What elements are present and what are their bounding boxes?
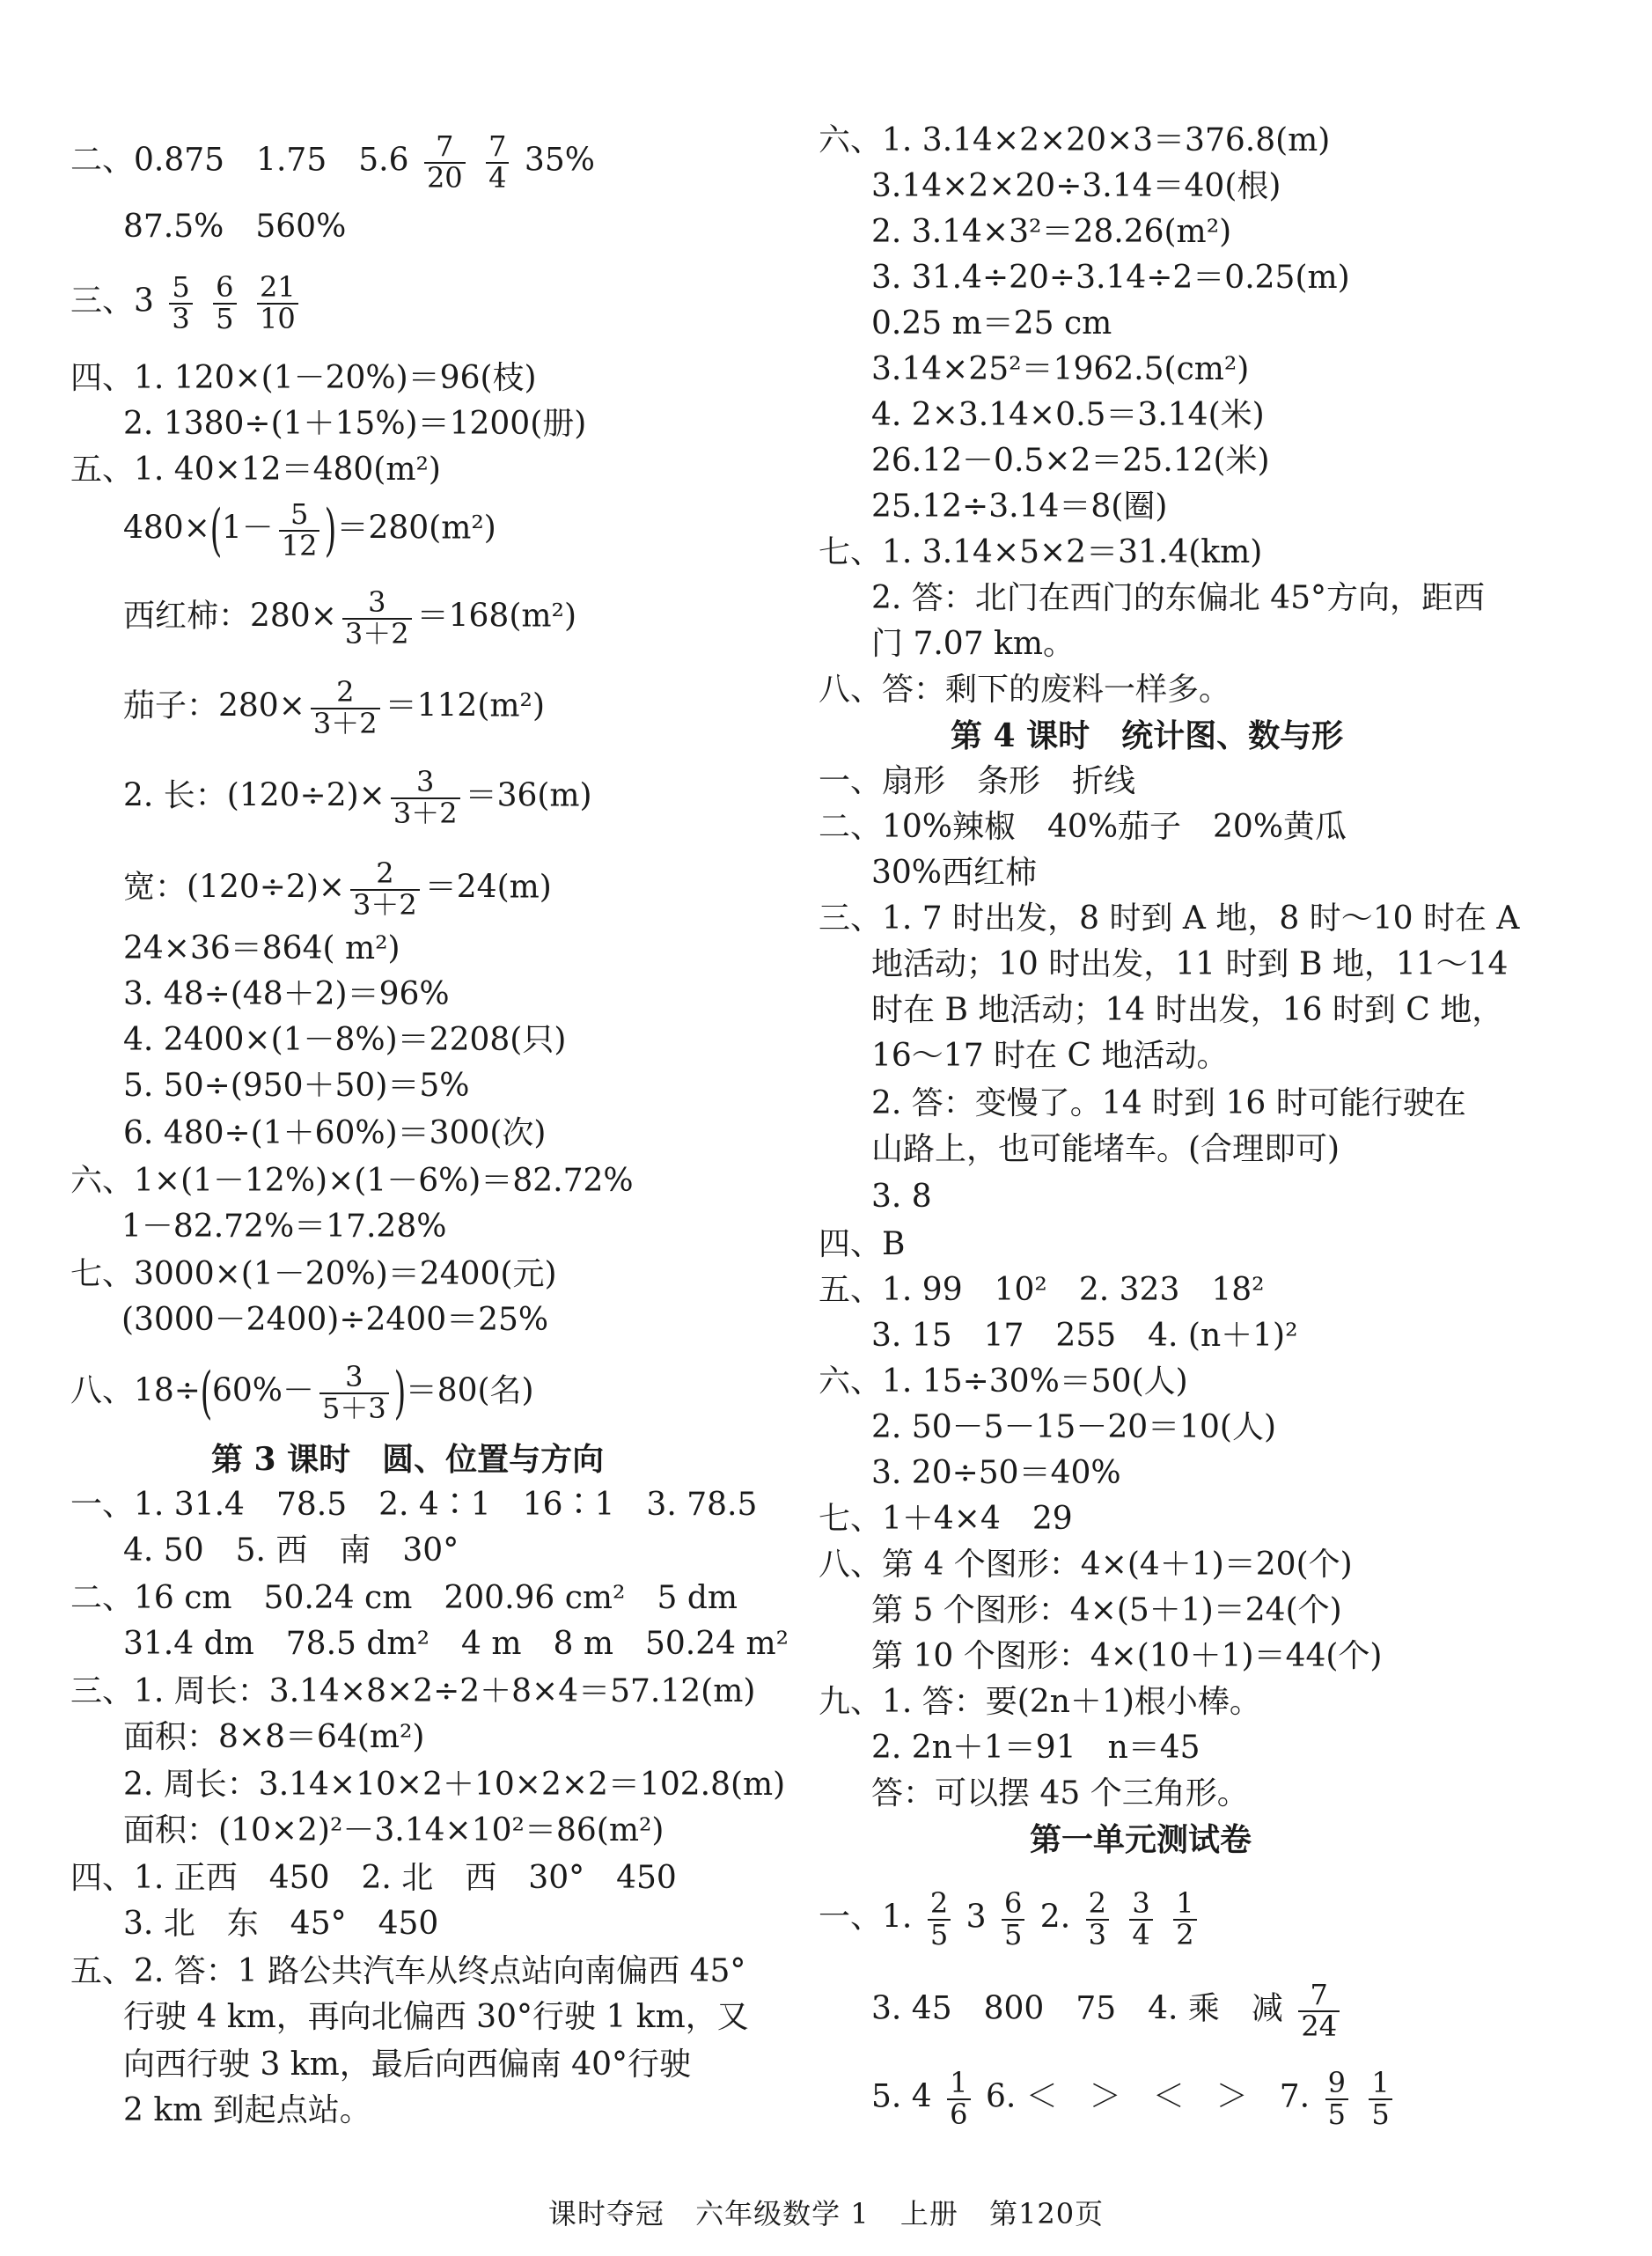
text: 二、0.875 1.75 5.6 [70,142,409,179]
numerator: 6 [1003,1886,1023,1920]
line: 4. 2×3.14×0.5＝3.14(米) [871,397,1265,433]
numerator: 1 [1176,1886,1194,1920]
line: 六、1. 3.14×2×20×3＝376.8(m) [819,122,1331,158]
line: 3. 8 [871,1179,932,1215]
numerator: 7 [488,129,507,163]
line: 4. 2400×(1－8%)＝2208(只) [123,1022,567,1058]
line: 五、2. 答：1 路公共汽车从终点站向南偏西 45° [70,1953,746,1989]
line: 4. 50 5. 西 南 30° [123,1532,459,1569]
line [70,270,304,335]
line: 2. 答：变慢了。14 时到 16 时可能行驶在 [871,1085,1466,1121]
text: 三、3 [70,283,154,320]
line: 八、第 4 个图形：4×(4＋1)＝20(个) [819,1547,1353,1583]
fraction [1129,1886,1152,1951]
fraction [279,497,320,562]
section-title: 第 3 课时 圆、位置与方向 [211,1441,605,1478]
line: 八、答：剩下的废料一样多。 [819,672,1231,708]
text: 2. [1039,1899,1071,1936]
line: 门 7.07 km。 [871,626,1075,662]
denominator: 5 [928,1919,951,1951]
left-column [70,0,810,2201]
numerator: 1 [950,2066,968,2099]
numerator: 2 [1088,1886,1106,1920]
numerator: 5 [290,497,309,531]
text: 八、18÷ [70,1372,201,1409]
denominator: 3 [1086,1919,1109,1951]
line [70,129,595,195]
line: 山路上，也可能堵车。(合理即可) [871,1131,1340,1167]
line: 地活动；10 时出发，11 时到 B 地，11～14 [871,946,1509,982]
line: (3000－2400)÷2400＝25% [121,1302,549,1338]
numerator: 5 [172,270,190,304]
numerator: 21 [259,270,296,304]
numerator: 2 [929,1886,949,1920]
numerator: 3 [416,765,435,798]
denominator: 2 [1173,1919,1196,1951]
denominator: 12 [279,530,320,562]
line: 2. 答：北门在西门的东偏北 45°方向，距西 [871,580,1486,616]
line: 87.5% 560% [123,209,347,245]
line: 0.25 m＝25 cm [871,305,1112,342]
numerator: 3 [345,1360,363,1393]
text: ＝80(名) [405,1372,534,1409]
denominator: 3＋2 [350,889,420,921]
line: 五、1. 40×12＝480(m²) [70,452,441,488]
fraction [1002,1886,1024,1951]
fraction [311,675,380,740]
line: 一、1. 31.4 78.5 2. 4∶1 16∶1 3. 78.5 [70,1487,758,1523]
fraction [1298,1980,1340,2041]
line: 九、1. 答：要(2n＋1)根小棒。 [819,1684,1261,1720]
line: 六、1×(1－12%)×(1－6%)＝82.72% [70,1163,634,1199]
denominator: 6 [947,2098,970,2130]
text: 3 [966,1899,987,1936]
line: 面积：(10×2)²－3.14×10²＝86(m²) [123,1812,664,1848]
numerator: 3 [368,585,386,619]
line: 四、1. 正西 450 2. 北 西 30° 450 [70,1860,677,1896]
line: 31.4 dm 78.5 dm² 4 m 8 m 50.24 m² [123,1626,789,1662]
fraction [1325,2066,1348,2131]
text: 1－ [221,510,274,547]
line: 3. 20÷50＝40% [871,1455,1121,1491]
fraction [257,270,298,335]
line: 四、B [819,1226,906,1262]
line: 26.12－0.5×2＝25.12(米) [871,443,1270,479]
text: 480× [123,510,210,547]
line: 2. 1380÷(1＋15%)＝1200(册) [123,406,587,442]
fraction [947,2066,970,2131]
paren-left: ( [200,1360,213,1426]
numerator: 7 [1310,1978,1328,2011]
denominator: 20 [424,162,466,194]
denominator: 5 [1369,2098,1391,2130]
section-title: 第一单元测试卷 [1030,1821,1252,1858]
text: ＝24(m) [424,869,552,906]
fraction [319,1360,389,1425]
grade-label: 六年级数学 1 [695,2197,870,2230]
line: 三、1. 7 时出发，8 时到 A 地，8 时～10 时在 A [819,900,1520,937]
text: ＝280(m²) [336,510,496,547]
fraction [1173,1886,1196,1951]
fraction [486,129,509,195]
line: 答：可以摆 45 个三角形。 [871,1775,1249,1811]
text: 一、1. [819,1899,913,1936]
page-footer [0,2192,1652,2232]
line: 25.12÷3.14＝8(圈) [871,489,1168,525]
line: 24×36＝864( m²) [123,930,400,966]
fraction [424,129,466,195]
denominator: 3＋2 [311,708,380,739]
denominator: 4 [1129,1919,1152,1951]
line [70,1360,534,1426]
denominator: 3＋2 [342,618,412,650]
line: 二、10%辣椒 40%茄子 20%黄瓜 [819,809,1347,845]
line: 时在 B 地活动；14 时出发，16 时到 C 地， [871,992,1504,1028]
denominator: 5 [213,303,236,334]
text: 3. 45 800 75 4. 乘 减 [871,1990,1283,2027]
line: 六、1. 15÷30%＝50(人) [819,1363,1188,1400]
text: 60%－ [211,1372,314,1409]
volume-label: 上册 [899,2197,958,2230]
paren-right: ) [393,1360,407,1426]
right-column [819,0,1558,2201]
line [123,765,592,830]
line: 二、16 cm 50.24 cm 200.96 cm² 5 dm [70,1580,738,1616]
line: 面积：8×8＝64(m²) [123,1719,425,1755]
text: 宽：(120÷2)× [123,869,346,906]
text: 5. 4 [871,2078,932,2115]
denominator: 3 [169,303,192,334]
line: 四、1. 120×(1－20%)＝96(枝) [70,360,537,396]
denominator: 10 [257,303,298,334]
line: 向西行驶 3 km，最后向西偏南 40°行驶 [123,2047,691,2083]
line: 三、1. 周长：3.14×8×2÷2＋8×4＝57.12(m) [70,1673,756,1709]
fraction [350,856,420,922]
denominator: 24 [1298,2010,1340,2042]
line: 5. 50÷(950＋50)＝5% [123,1068,470,1104]
fraction [342,585,412,650]
line: 16～17 时在 C 地活动。 [871,1038,1229,1074]
line: 3. 48÷(48＋2)＝96% [123,976,450,1012]
denominator: 5＋3 [319,1393,389,1424]
numerator: 2 [336,675,355,709]
fraction [213,270,236,335]
line: 行驶 4 km，再向北偏西 30°行驶 1 km，又 [123,1999,749,2035]
line: 七、1. 3.14×5×2＝31.4(km) [819,534,1263,570]
denominator: 3＋2 [391,797,460,829]
line: 3.14×2×20÷3.14＝40(根) [871,168,1281,204]
denominator: 4 [486,162,509,194]
text: ＝112(m²) [385,687,545,724]
text: 6. ＜ ＞ ＜ ＞ 7. [985,2078,1311,2115]
fraction [169,270,192,335]
line: 七、3000×(1－20%)＝2400(元) [70,1256,557,1292]
line [123,856,552,922]
fraction [1086,1886,1109,1951]
line: 第 5 个图形：4×(5＋1)＝24(个) [871,1592,1342,1628]
line: 一、扇形 条形 折线 [819,763,1136,799]
denominator: 5 [1002,1919,1024,1951]
paren-right: ) [325,497,337,563]
text: 茄子：280× [123,687,305,724]
section-title: 第 4 课时 统计图、数与形 [951,717,1344,754]
line: 1－82.72%＝17.28% [121,1209,447,1245]
line: 七、1＋4×4 29 [819,1501,1073,1537]
text: ＝168(m²) [416,598,576,635]
numerator: 3 [1132,1886,1150,1920]
numerator: 2 [376,856,394,890]
text: 2. 长：(120÷2)× [123,777,385,814]
paren-left: ( [209,497,223,563]
line: 五、1. 99 10² 2. 323 18² [819,1272,1265,1308]
numerator: 6 [216,270,234,304]
line [819,1886,1202,1951]
text: 西红柿：280× [123,598,337,635]
line [123,585,576,650]
line: 2 km 到起点站。 [123,2092,371,2128]
line: 3. 31.4÷20÷3.14÷2＝0.25(m) [871,260,1350,296]
line: 3. 15 17 255 4. (n＋1)² [871,1318,1298,1354]
numerator: 9 [1327,2066,1346,2099]
text: 35% [524,142,595,179]
fraction [1369,2066,1391,2131]
line: 6. 480÷(1＋60%)＝300(次) [123,1115,547,1151]
line: 2. 50－5－15－20＝10(人) [871,1409,1277,1445]
line [123,675,545,740]
line: 2. 周长：3.14×10×2＋10×2×2＝102.8(m) [123,1767,786,1803]
numerator: 7 [436,129,454,163]
text: ＝36(m) [465,777,592,814]
line [123,497,496,563]
line [871,1980,1345,2041]
fraction [928,1886,951,1951]
numerator: 1 [1371,2066,1390,2099]
line: 3. 北 东 45° 450 [123,1906,439,1942]
page-number: 第120页 [989,2197,1105,2230]
line: 第 10 个图形：4×(10＋1)＝44(个) [871,1638,1383,1674]
line: 3.14×25²＝1962.5(cm²) [871,351,1250,387]
book-title: 课时夺冠 [547,2197,664,2230]
line: 2. 2n＋1＝91 n＝45 [871,1730,1200,1766]
denominator: 5 [1325,2098,1348,2130]
fraction [391,765,460,830]
line [871,2066,1398,2131]
line: 2. 3.14×3²＝28.26(m²) [871,214,1232,250]
line: 30%西红柿 [871,855,1038,891]
